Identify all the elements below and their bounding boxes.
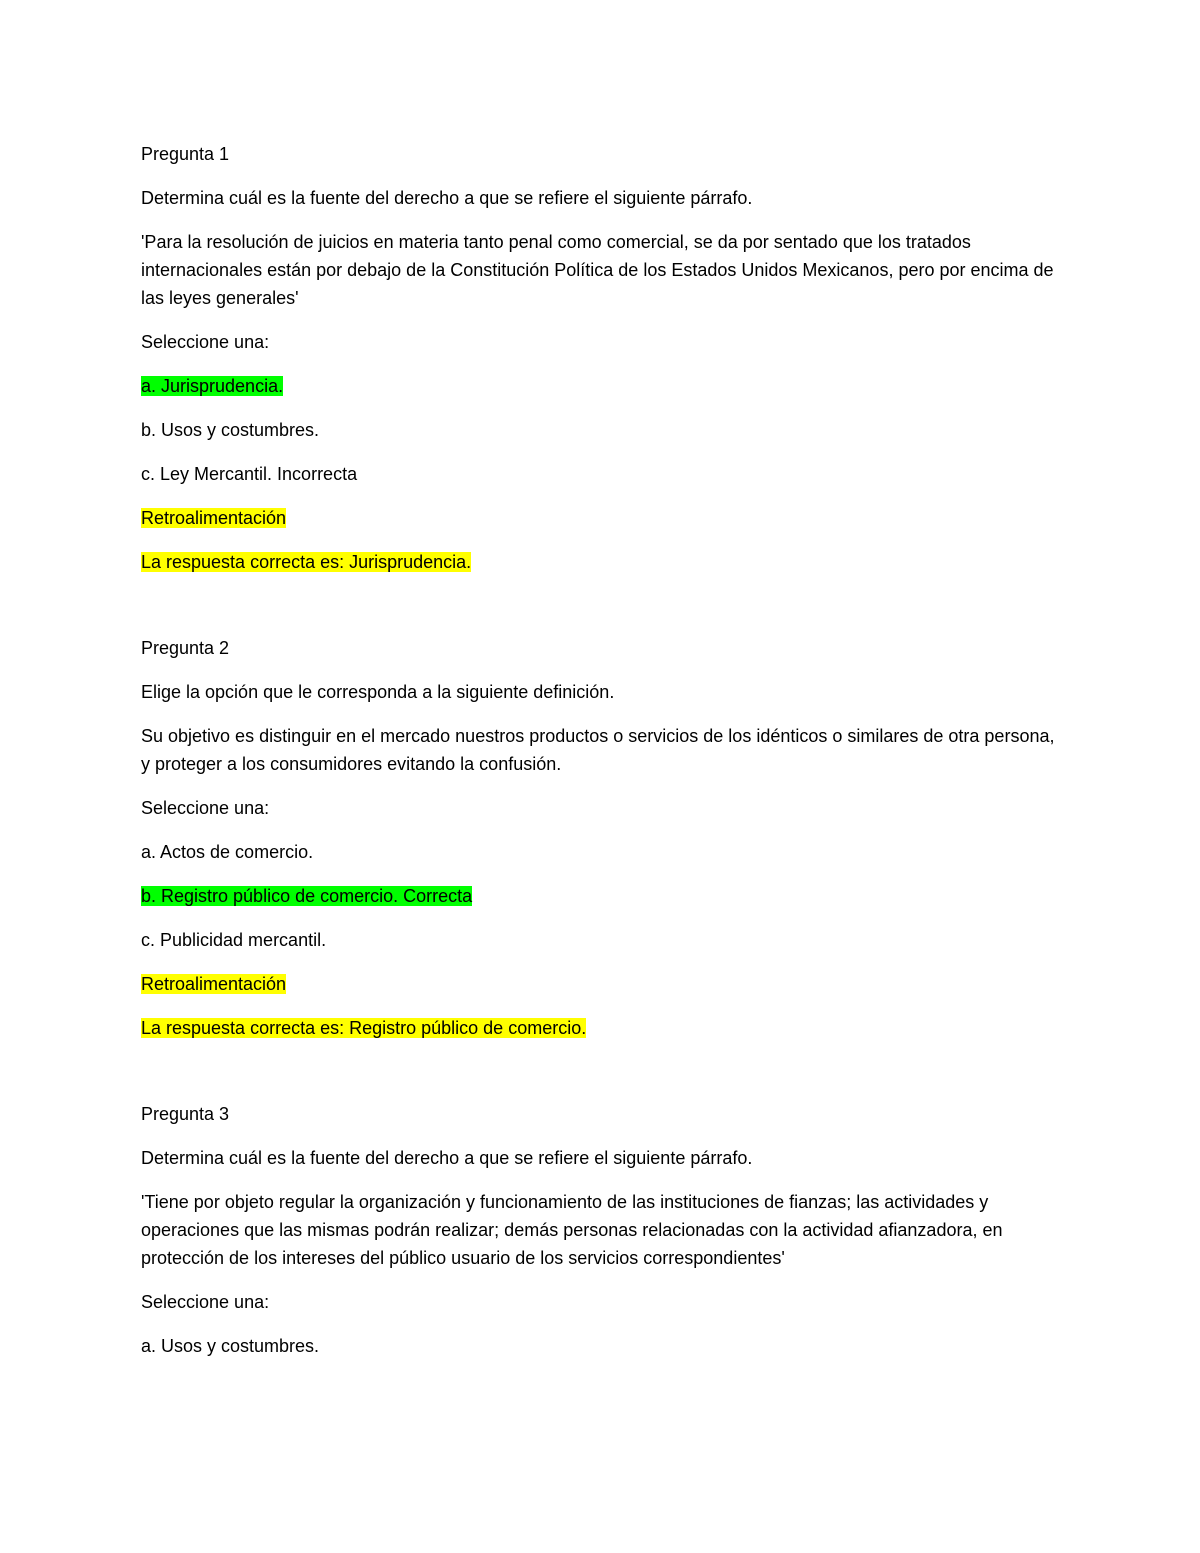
question-prompt: Elige la opción que le corresponda a la siguiente definición.	[141, 682, 615, 702]
question-quote: 'Tiene por objeto regular la organización y funcionamiento de las instituciones de fianzas; las actividades y operaciones que las mismas podrán realizar; demás personas relacionadas con la actividad afianzadora, en protección de los intereses del público usuario de los servicios correspondientes'	[141, 1192, 1003, 1268]
feedback-label	[141, 970, 1061, 998]
question-prompt: Determina cuál es la fuente del derecho a que se refiere el siguiente párrafo.	[141, 1148, 753, 1168]
question-prompt: Determina cuál es la fuente del derecho a que se refiere el siguiente párrafo.	[141, 188, 753, 208]
option-text: a. Usos y costumbres.	[141, 1336, 320, 1356]
option-b	[141, 882, 1061, 910]
feedback-label-text: Retroalimentación	[141, 974, 287, 994]
feedback-label	[141, 504, 1061, 532]
question-2	[141, 634, 1061, 1042]
option-b	[141, 416, 1061, 444]
document-page	[141, 140, 1061, 1376]
feedback-answer-text: La respuesta correcta es: Registro público de comercio.	[141, 1018, 587, 1038]
option-text: a. Actos de comercio.	[141, 842, 314, 862]
option-a	[141, 838, 1061, 866]
option-text: b. Usos y costumbres.	[141, 420, 320, 440]
question-3	[141, 1100, 1061, 1360]
select-label: Seleccione una:	[141, 332, 270, 352]
question-title: Pregunta 3	[141, 1104, 230, 1124]
feedback-answer	[141, 1014, 1061, 1042]
select-label: Seleccione una:	[141, 798, 270, 818]
option-text: c. Publicidad mercantil.	[141, 930, 327, 950]
question-title: Pregunta 2	[141, 638, 230, 658]
option-c	[141, 460, 1061, 488]
option-text: a. Jurisprudencia.	[141, 376, 284, 396]
question-quote: 'Para la resolución de juicios en materia tanto penal como comercial, se da por sentado que los tratados internacionales están por debajo de la Constitución Política de los Estados Unidos Mexicanos, pero por encima de las leyes generales'	[141, 232, 1054, 308]
select-label: Seleccione una:	[141, 1292, 270, 1312]
feedback-answer	[141, 548, 1061, 576]
feedback-label-text: Retroalimentación	[141, 508, 287, 528]
option-a	[141, 372, 1061, 400]
option-text: b. Registro público de comercio. Correcta	[141, 886, 473, 906]
option-a	[141, 1332, 1061, 1360]
question-1	[141, 140, 1061, 576]
feedback-answer-text: La respuesta correcta es: Jurisprudencia.	[141, 552, 472, 572]
option-c	[141, 926, 1061, 954]
option-text: c. Ley Mercantil. Incorrecta	[141, 464, 358, 484]
question-title: Pregunta 1	[141, 144, 230, 164]
question-quote: Su objetivo es distinguir en el mercado nuestros productos o servicios de los idénticos o similares de otra persona, y proteger a los consumidores evitando la confusión.	[141, 726, 1055, 774]
